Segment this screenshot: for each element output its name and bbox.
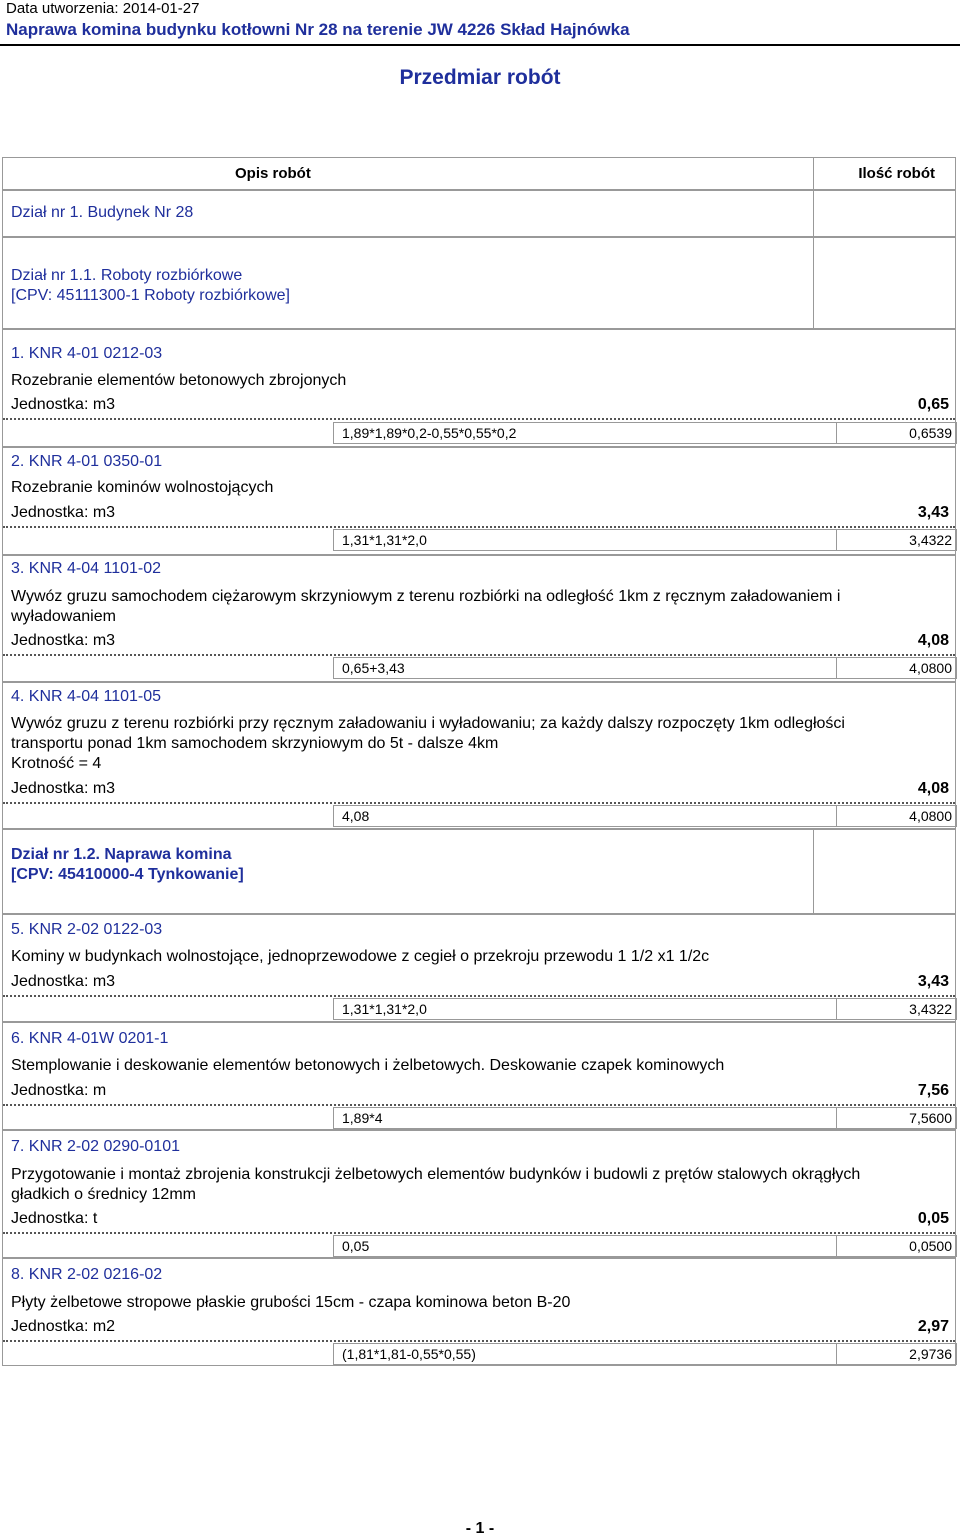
item-number: 8. KNR 2-02 0216-02: [11, 1266, 163, 1283]
item-number: 6. KNR 4-01W 0201-1: [11, 1030, 169, 1047]
unit-label: Jednostka: m: [11, 1082, 107, 1099]
column-divider: [813, 238, 814, 328]
item-description: Rozebranie elementów betonowych zbrojonych: [11, 372, 347, 389]
calc-expression: 1,31*1,31*2,0: [342, 1001, 427, 1017]
item-number: 4. KNR 4-04 1101-05: [11, 688, 162, 705]
dotted-separator: [3, 1104, 955, 1106]
calc-divider: [836, 658, 837, 678]
calc-expression: 4,08: [342, 808, 370, 824]
column-header-description: Opis robót: [235, 165, 311, 182]
calc-value: 4,0800: [909, 808, 952, 824]
calc-row: [333, 1235, 957, 1257]
unit-label: Jednostka: m3: [11, 396, 116, 413]
calc-expression: 1,89*4: [342, 1110, 383, 1126]
unit-label: Jednostka: m2: [11, 1318, 116, 1335]
dotted-separator: [3, 802, 955, 804]
project-title: Naprawa komina budynku kotłowni Nr 28 na terenie JW 4226 Skład Hajnówka: [6, 20, 630, 39]
calc-value: 0,0500: [909, 1238, 952, 1254]
quantity-total: 4,08: [917, 780, 949, 797]
calc-row: [333, 805, 957, 827]
item-description-cont: wyładowaniem: [11, 608, 116, 625]
unit-label: Jednostka: m3: [11, 973, 116, 990]
unit-row: [11, 1210, 949, 1230]
calc-divider: [836, 806, 837, 826]
item-row-1: [2, 329, 956, 447]
item-row-3: [2, 555, 956, 682]
calc-row: [333, 529, 957, 551]
quantity-total: 4,08: [917, 632, 949, 649]
subsection-row: [2, 237, 956, 329]
subsection-title: Dział nr 1.2. Naprawa komina: [11, 846, 232, 863]
calc-expression: 0,05: [342, 1238, 370, 1254]
dotted-separator: [3, 995, 955, 997]
item-row-6: [2, 1022, 956, 1130]
section-row: [2, 190, 956, 237]
subsection-cpv: [CPV: 45410000-4 Tynkowanie]: [11, 866, 244, 883]
item-description: Wywóz gruzu samochodem ciężarowym skrzyniowym z terenu rozbiórki na odległość 1km z ręcznym załadowaniem i: [11, 588, 841, 605]
quantity-total: 3,43: [917, 504, 949, 521]
calc-expression: 0,65+3,43: [342, 660, 405, 676]
dotted-separator: [3, 526, 955, 528]
section-title: Dział nr 1. Budynek Nr 28: [11, 204, 194, 221]
calc-divider: [836, 999, 837, 1019]
calc-divider: [836, 1344, 837, 1364]
item-row-2: [2, 447, 956, 555]
item-description: Wywóz gruzu z terenu rozbiórki przy ręcznym załadowaniu i wyładowaniu; za każdy dalszy rozpoczęty 1km odległości: [11, 715, 845, 732]
item-description: Kominy w budynkach wolnostojące, jednoprzewodowe z cegieł o przekroju przewodu 1 1/2 x1 1/2c: [11, 948, 710, 965]
subsection-title: Dział nr 1.1. Roboty rozbiórkowe: [11, 267, 243, 284]
item-row-4: [2, 682, 956, 829]
column-divider: [813, 830, 814, 913]
page-number: - 1 -: [465, 1520, 495, 1537]
calc-value: 4,0800: [909, 660, 952, 676]
item-description: Stemplowanie i deskowanie elementów betonowych i żelbetowych. Deskowanie czapek kominowych: [11, 1057, 725, 1074]
unit-label: Jednostka: m3: [11, 780, 116, 797]
unit-row: [11, 780, 949, 800]
dotted-separator: [3, 1340, 955, 1342]
quantity-total: 7,56: [917, 1082, 949, 1099]
unit-row: [11, 632, 949, 652]
quantity-total: 0,65: [917, 396, 949, 413]
calc-expression: 1,31*1,31*2,0: [342, 532, 427, 548]
dotted-separator: [3, 654, 955, 656]
calc-row: [333, 657, 957, 679]
unit-label: Jednostka: m3: [11, 632, 116, 649]
item-number: 5. KNR 2-02 0122-03: [11, 921, 163, 938]
document-title: Przedmiar robót: [399, 66, 561, 89]
unit-row: [11, 973, 949, 993]
unit-label: Jednostka: t: [11, 1210, 98, 1227]
calc-value: 2,9736: [909, 1346, 952, 1362]
calc-divider: [836, 1236, 837, 1256]
unit-row: [11, 504, 949, 524]
calc-row: [333, 422, 957, 444]
calc-divider: [836, 530, 837, 550]
calc-divider: [836, 423, 837, 443]
item-number: 2. KNR 4-01 0350-01: [11, 453, 163, 470]
header-divider: [0, 44, 960, 46]
column-header-quantity: Ilość robót: [858, 165, 935, 182]
calc-row: [333, 1343, 957, 1365]
quantity-total: 3,43: [917, 973, 949, 990]
dotted-separator: [3, 418, 955, 420]
calc-value: 3,4322: [909, 532, 952, 548]
item-description: Przygotowanie i montaż zbrojenia konstrukcji żelbetowych elementów budynków i budowli z prętów stalowych okrągłych: [11, 1166, 861, 1183]
item-row-7: [2, 1130, 956, 1258]
calc-divider: [836, 1108, 837, 1128]
calc-expression: 1,89*1,89*0,2-0,55*0,55*0,2: [342, 425, 517, 441]
column-divider: [813, 158, 814, 189]
calc-row: [333, 1107, 957, 1129]
item-number: 3. KNR 4-04 1101-02: [11, 560, 162, 577]
item-row-5: [2, 914, 956, 1022]
calc-value: 0,6539: [909, 425, 952, 441]
subsection-cpv: [CPV: 45111300-1 Roboty rozbiórkowe]: [11, 287, 290, 304]
column-header-row: [2, 157, 956, 190]
creation-date: Data utworzenia: 2014-01-27: [6, 0, 200, 17]
subsection-row: [2, 829, 956, 914]
unit-label: Jednostka: m3: [11, 504, 116, 521]
item-description-cont: transportu ponad 1km samochodem skrzyniowym do 5t - dalsze 4km: [11, 735, 499, 752]
calc-value: 7,5600: [909, 1110, 952, 1126]
calc-value: 3,4322: [909, 1001, 952, 1017]
item-number: 7. KNR 2-02 0290-0101: [11, 1138, 180, 1155]
calc-expression: (1,81*1,81-0,55*0,55): [342, 1346, 476, 1362]
quantity-total: 0,05: [917, 1210, 949, 1227]
item-multiplier: Krotność = 4: [11, 755, 102, 772]
quantity-total: 2,97: [917, 1318, 949, 1335]
item-description-cont: gładkich o średnicy 12mm: [11, 1186, 196, 1203]
unit-row: [11, 1318, 949, 1338]
item-number: 1. KNR 4-01 0212-03: [11, 345, 163, 362]
item-description: Płyty żelbetowe stropowe płaskie grubości 15cm - czapa kominowa beton B-20: [11, 1294, 571, 1311]
unit-row: [11, 396, 949, 416]
item-row-8: [2, 1258, 956, 1366]
unit-row: [11, 1082, 949, 1102]
column-divider: [813, 191, 814, 236]
dotted-separator: [3, 1232, 955, 1234]
item-description: Rozebranie kominów wolnostojących: [11, 479, 274, 496]
calc-row: [333, 998, 957, 1020]
